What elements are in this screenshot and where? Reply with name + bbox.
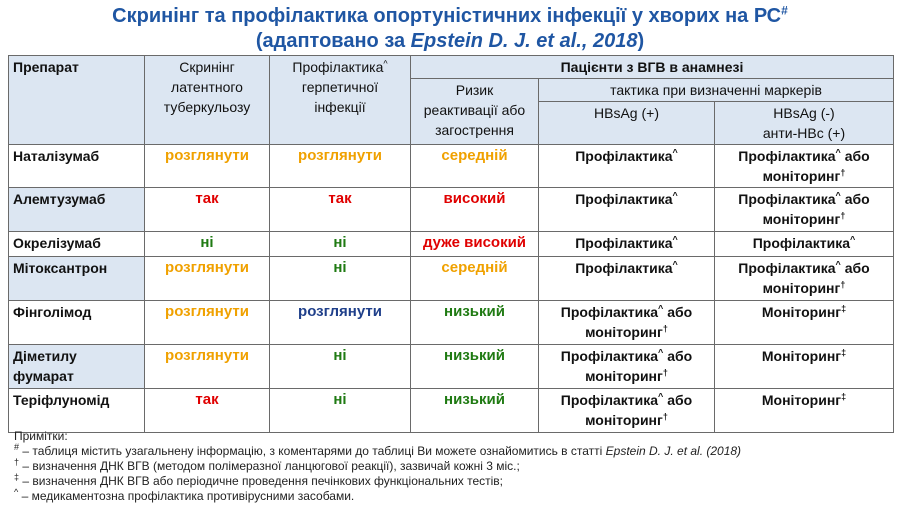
tb-screening-value: розглянути <box>145 345 270 389</box>
hbsag-positive-tactic: Профілактика^ <box>539 145 715 188</box>
hbsag-negative-tactic: Моніторинг‡ <box>715 389 894 433</box>
reactivation-risk-value: низький <box>411 301 539 345</box>
hbsag-negative-tactic: Моніторинг‡ <box>715 345 894 389</box>
table-row <box>9 257 894 301</box>
hbsag-positive-tactic: Профілактика^ або моніторинг† <box>539 301 715 345</box>
header-marker-tactics: тактика при визначенні маркерів <box>539 79 894 102</box>
drug-name: Діметилу фумарат <box>9 345 145 389</box>
header-hbsag-positive: HBsAg (+) <box>539 102 715 145</box>
reactivation-risk-value: середній <box>411 257 539 301</box>
note-double-dagger: ‡ – визначення ДНК ВГВ або періодичне проведення печінкових функціональних тестів; <box>14 472 504 488</box>
drug-name: Окрелізумаб <box>9 232 145 257</box>
title-line-1: Скринінг та профілактика опортуністичних інфекції у хворих на РС# <box>112 3 788 27</box>
tb-screening-value: розглянути <box>145 257 270 301</box>
hbsag-positive-tactic: Профілактика^ <box>539 232 715 257</box>
note-caret: ^ – медикаментозна профілактика противірусними засобами. <box>14 487 355 503</box>
hbsag-negative-tactic: Профілактика^ <box>715 232 894 257</box>
table-row <box>9 188 894 232</box>
herpes-prophylaxis-value: розглянути <box>270 145 411 188</box>
hbsag-negative-tactic: Моніторинг‡ <box>715 301 894 345</box>
hbsag-positive-tactic: Профілактика^ <box>539 257 715 301</box>
reactivation-risk-value: високий <box>411 188 539 232</box>
header-hbv-history: Пацієнти з ВГВ в анамнезі <box>411 56 894 79</box>
reactivation-risk-value: низький <box>411 389 539 433</box>
herpes-prophylaxis-value: так <box>270 188 411 232</box>
header-reactivation-risk: Ризик реактивації або загострення <box>411 79 539 145</box>
hbsag-negative-tactic: Профілактика^ або моніторинг† <box>715 145 894 188</box>
reactivation-risk-value: низький <box>411 345 539 389</box>
header-hbsag-negative: HBsAg (-) анти-HBc (+) <box>715 102 894 145</box>
drug-name: Наталізумаб <box>9 145 145 188</box>
hbsag-positive-tactic: Профілактика^ або моніторинг† <box>539 389 715 433</box>
footnotes <box>14 429 894 504</box>
header-herpes-prophylaxis: Профілактика^ герпетичної інфекції <box>270 56 411 145</box>
tb-screening-value: так <box>145 389 270 433</box>
tb-screening-value: так <box>145 188 270 232</box>
herpes-prophylaxis-value: ні <box>270 345 411 389</box>
drug-name: Мітоксантрон <box>9 257 145 301</box>
herpes-prophylaxis-value: ні <box>270 389 411 433</box>
table-row <box>9 345 894 389</box>
tb-screening-value: ні <box>145 232 270 257</box>
herpes-prophylaxis-value: ні <box>270 257 411 301</box>
notes-heading: Примітки: <box>14 429 68 443</box>
tb-screening-value: розглянути <box>145 145 270 188</box>
hbsag-negative-tactic: Профілактика^ або моніторинг† <box>715 257 894 301</box>
table-row <box>9 389 894 433</box>
note-dagger: † – визначення ДНК ВГВ (методом полімеразної ланцюгової реакції), зазвичай кожні 3 міс.; <box>14 457 520 473</box>
hbsag-positive-tactic: Профілактика^ або моніторинг† <box>539 345 715 389</box>
herpes-prophylaxis-value: розглянути <box>270 301 411 345</box>
title-line-2: (адаптовано за Epstein D. J. et al., 2018) <box>255 30 645 52</box>
drug-name: Алемтузумаб <box>9 188 145 232</box>
header-drug: Препарат <box>9 56 145 145</box>
table-row <box>9 301 894 345</box>
table-row <box>9 145 894 188</box>
table-row <box>9 232 894 257</box>
header-tb-screening: Скринінг латентного туберкульозу <box>145 56 270 145</box>
reactivation-risk-value: середній <box>411 145 539 188</box>
herpes-prophylaxis-value: ні <box>270 232 411 257</box>
reactivation-risk-value: дуже високий <box>411 232 539 257</box>
drug-name: Фінголімод <box>9 301 145 345</box>
page-title <box>0 4 900 54</box>
tb-screening-value: розглянути <box>145 301 270 345</box>
hbsag-negative-tactic: Профілактика^ або моніторинг† <box>715 188 894 232</box>
note-hash: # – таблиця містить узагальнену інформацію, з коментарями до таблиці Ви можете ознайомитись в статті Epstein D. J. et al. (2018) <box>14 442 742 458</box>
infection-screening-table <box>8 55 894 433</box>
hbsag-positive-tactic: Профілактика^ <box>539 188 715 232</box>
drug-name: Теріфлуномід <box>9 389 145 433</box>
